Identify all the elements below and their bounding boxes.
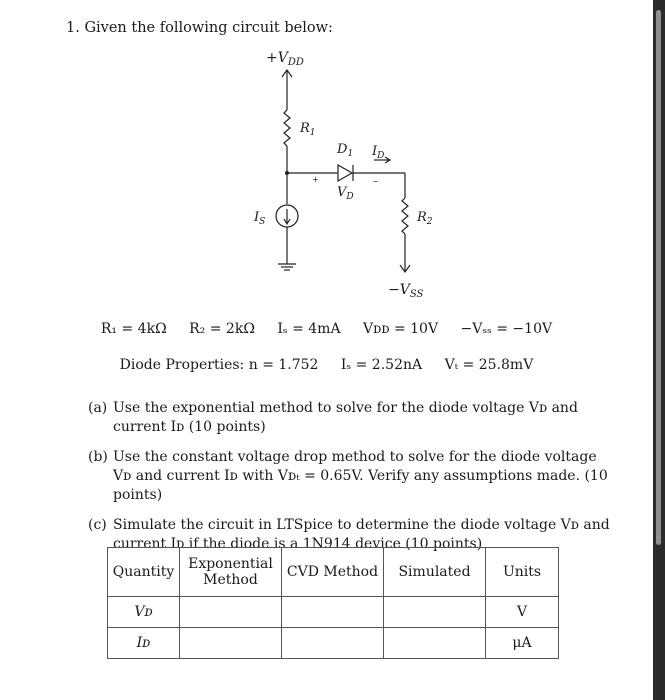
header-units: Units: [486, 548, 559, 597]
r1-value: R₁ = 4kΩ: [100, 321, 167, 337]
diode-properties: [0, 357, 653, 373]
part-b-text: Use the constant voltage drop method to solve for the diode voltage Vᴅ and current Iᴅ with Vᴅₜ = 0.65V. Verify any assumptions made. (10 points): [113, 449, 608, 503]
vd-label: $V_D$: [337, 185, 354, 202]
part-c-label: (c): [88, 517, 107, 533]
cell-quantity: Vᴅ: [108, 597, 180, 628]
part-a-label: (a): [88, 400, 108, 416]
table-row: [108, 628, 559, 659]
question-parts: [88, 399, 613, 565]
part-b-label: (b): [88, 449, 108, 465]
results-table: [107, 547, 559, 659]
cell-units: V: [486, 597, 559, 628]
component-values: [0, 321, 653, 337]
diode-n: n = 1.752: [248, 357, 319, 373]
vss-label: $-V_{SS}$: [388, 282, 424, 300]
r1-resistor: [284, 110, 290, 146]
cell-exponential: [180, 628, 282, 659]
cell-cvd: [282, 597, 384, 628]
part-c-text: Simulate the circuit in LTSpice to determine the diode voltage Vᴅ and current Iᴅ if the diode is a 1N914 device (10 points): [113, 517, 610, 552]
diode-properties-label: Diode Properties:: [119, 357, 245, 373]
header-quantity: Quantity: [108, 548, 180, 597]
cell-simulated: [384, 597, 486, 628]
part-a-text: Use the exponential method to solve for the diode voltage Vᴅ and current Iᴅ (10 points): [113, 400, 578, 435]
diode-d1: [338, 165, 352, 181]
viewer-scrollbar-thumb[interactable]: [656, 10, 661, 545]
part-a: [88, 399, 613, 437]
r2-resistor: [402, 198, 408, 234]
junction-node: [285, 171, 289, 175]
cell-simulated: [384, 628, 486, 659]
d1-label: $D_1$: [337, 142, 354, 159]
header-exponential: Exponential Method: [180, 548, 282, 597]
diode-vt: Vₜ = 25.8mV: [444, 357, 534, 373]
table-row: [108, 597, 559, 628]
cell-exponential: [180, 597, 282, 628]
vdd-label: $+V_{DD}$: [266, 50, 304, 68]
vdd-value: Vᴅᴅ = 10V: [363, 321, 439, 337]
r2-label: $R_2$: [417, 210, 433, 227]
r2-value: R₂ = 2kΩ: [189, 321, 255, 337]
vd-minus: –: [373, 176, 378, 187]
table-header-row: [108, 548, 559, 597]
header-simulated: Simulated: [384, 548, 486, 597]
vss-value: −Vₛₛ = −10V: [460, 321, 553, 337]
is-label: $I_S$: [254, 210, 266, 227]
cell-cvd: [282, 628, 384, 659]
cell-units: μA: [486, 628, 559, 659]
r1-label: $R_1$: [300, 121, 316, 138]
header-cvd: CVD Method: [282, 548, 384, 597]
cell-quantity: Iᴅ: [108, 628, 180, 659]
id-label: $I_D$: [372, 144, 385, 161]
vd-plus: +: [312, 175, 319, 184]
is-value: Iₛ = 4mA: [277, 321, 341, 337]
diode-is: Iₛ = 2.52nA: [340, 357, 423, 373]
part-b: [88, 448, 613, 505]
problem-heading: 1. Given the following circuit below:: [66, 20, 333, 36]
circuit-diagram: [0, 0, 653, 310]
